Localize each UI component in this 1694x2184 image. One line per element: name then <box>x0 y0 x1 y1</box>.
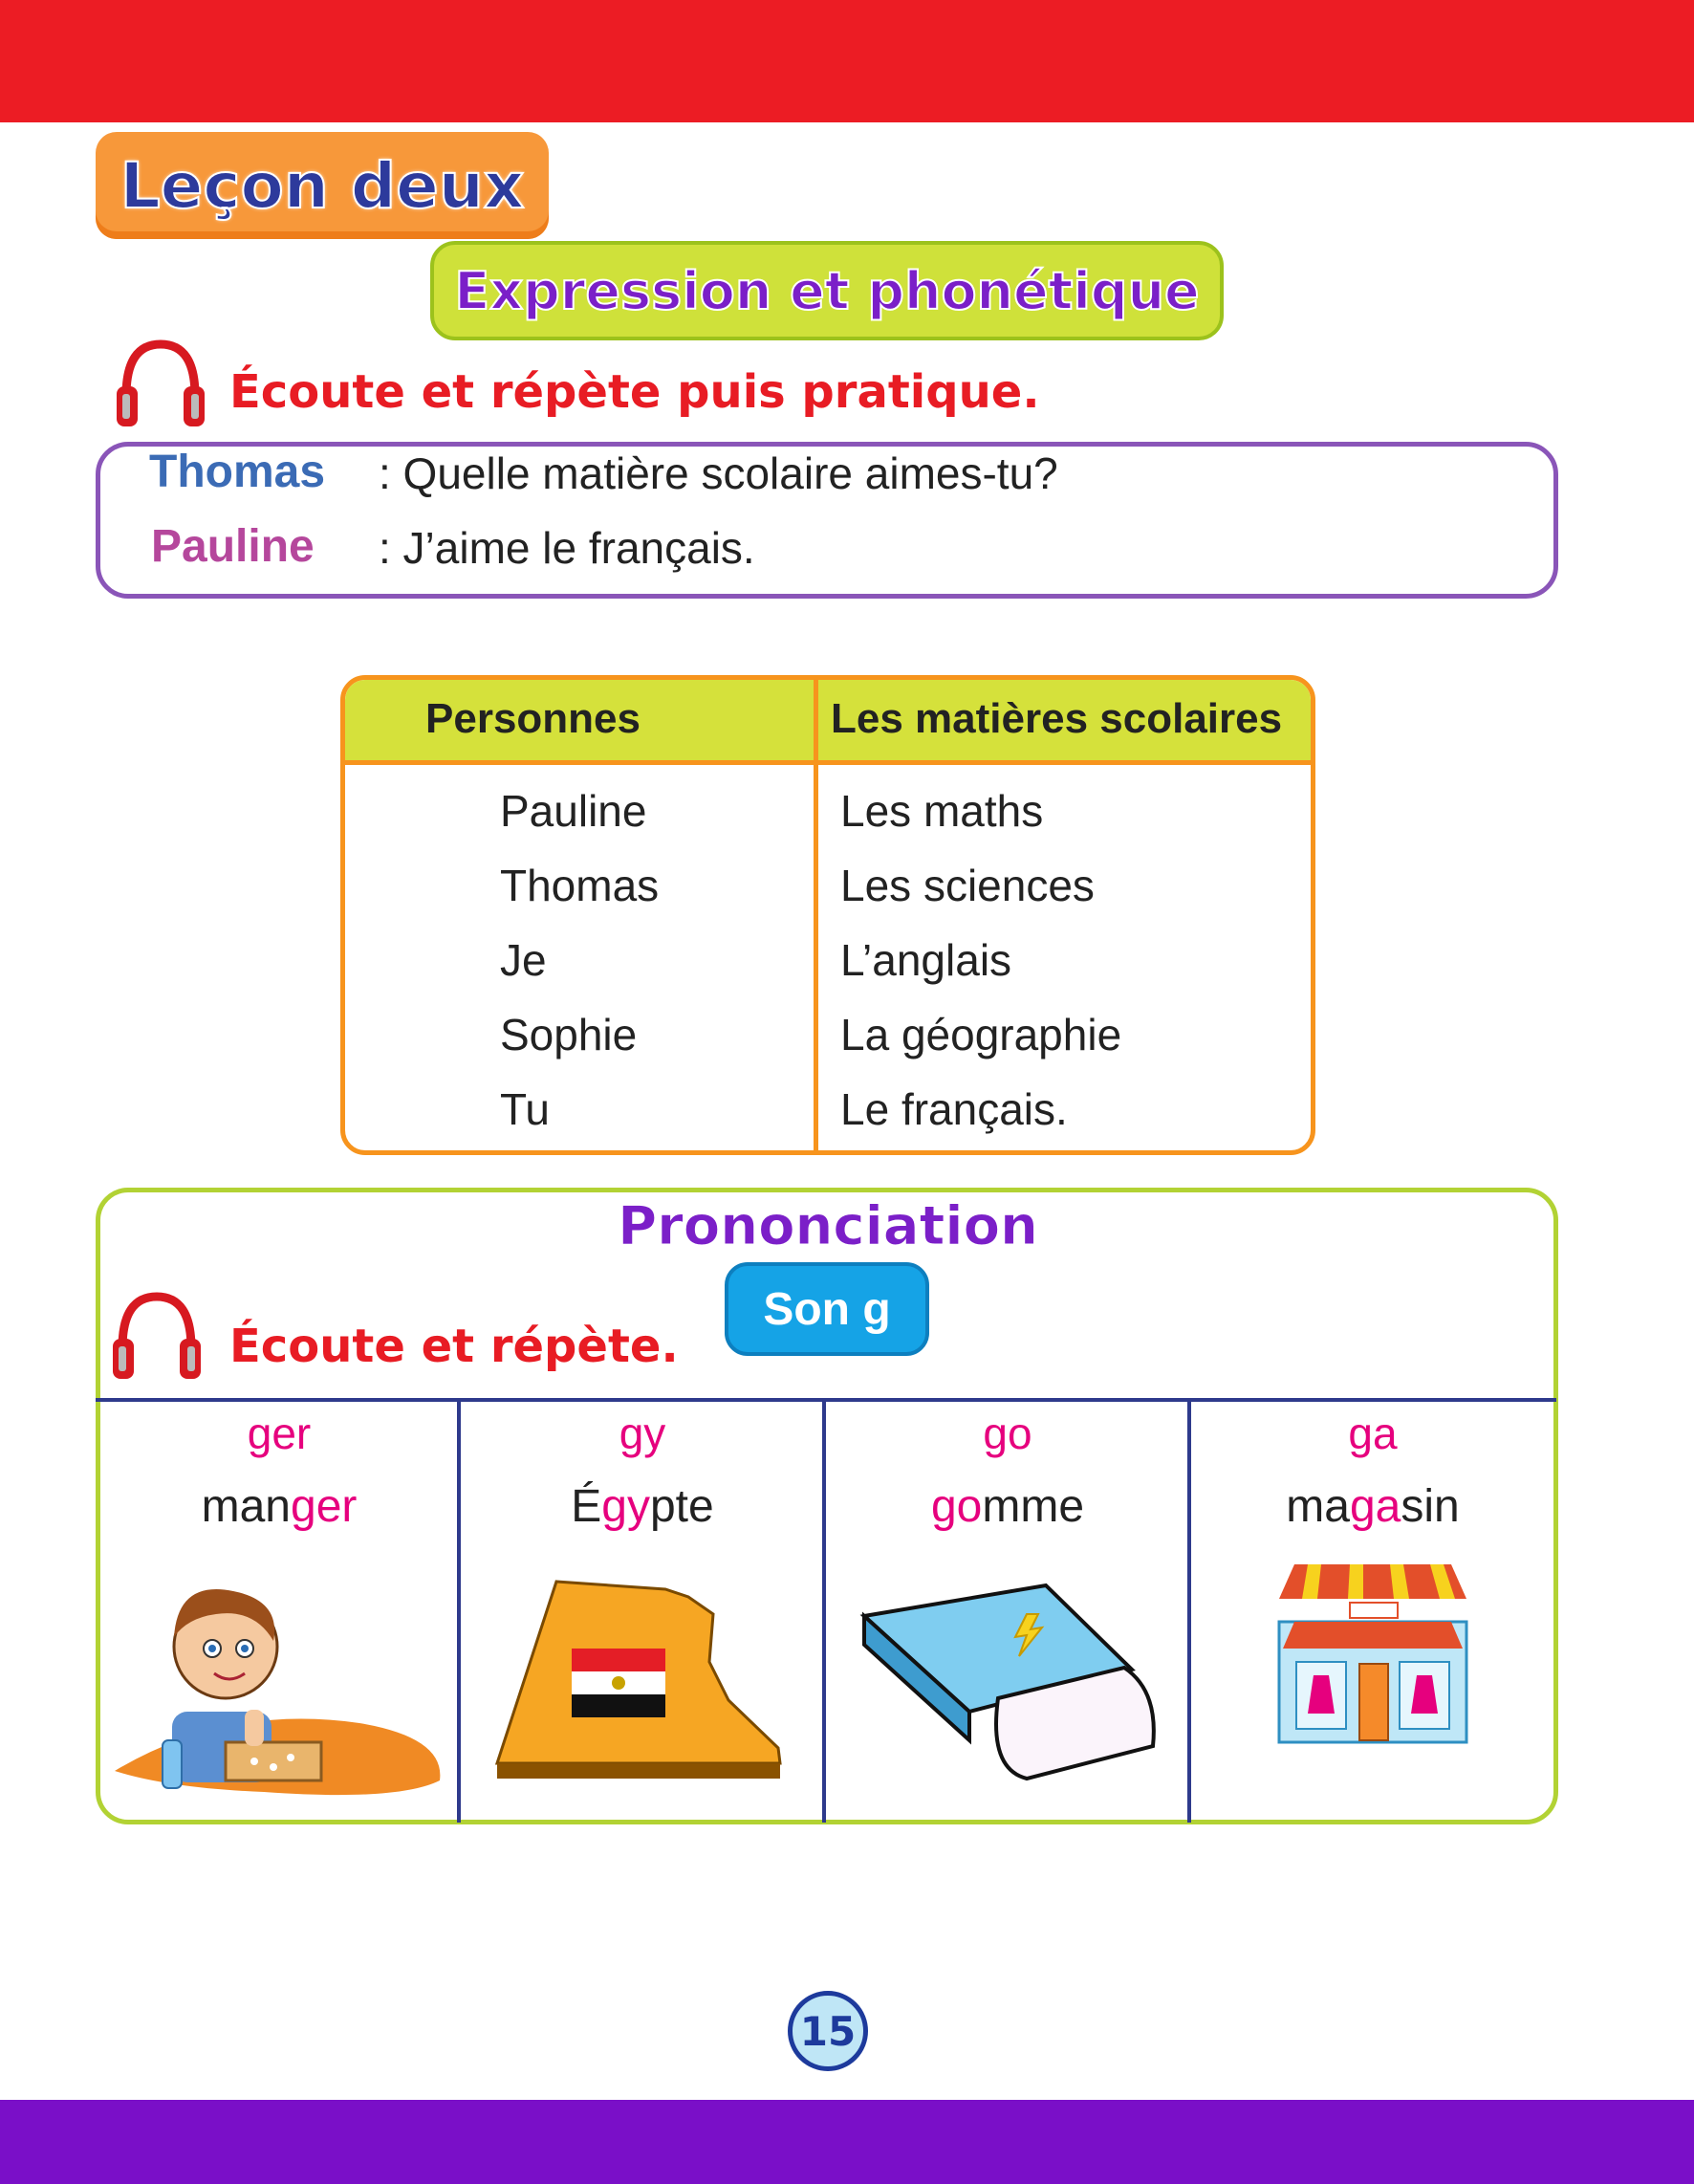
example-word: manger <box>201 1481 358 1532</box>
example-word: Égypte <box>571 1481 714 1532</box>
page-number: 15 <box>788 1991 868 2071</box>
section-title: Expression et phonétique <box>454 260 1200 321</box>
table-divider <box>814 680 818 1150</box>
subject-cell: Le français. <box>840 1084 1068 1134</box>
person-cell: Sophie <box>500 1010 638 1059</box>
headphones-icon[interactable] <box>109 1289 205 1385</box>
lesson-badge <box>96 132 549 239</box>
headphones-icon[interactable] <box>113 337 208 432</box>
sound-badge: Son g <box>725 1262 929 1356</box>
header-subjects: Les matières scolaires <box>831 695 1283 742</box>
section-badge <box>430 241 1224 340</box>
subject-cell: Les sciences <box>840 861 1095 910</box>
subjects-table <box>340 675 1315 1155</box>
grid-line <box>96 1398 1556 1402</box>
header-persons: Personnes <box>425 695 641 742</box>
subject-cell: La géographie <box>840 1010 1122 1059</box>
egypt-map-illustration <box>493 1576 793 1779</box>
syllable: ger <box>247 1409 312 1458</box>
eraser-illustration <box>855 1578 1164 1782</box>
grid-line <box>457 1400 461 1823</box>
listen-repeat-instruction: Écoute et répète. <box>229 1320 679 1373</box>
boy-eating-illustration <box>111 1541 445 1805</box>
speaker-thomas: Thomas <box>149 447 326 497</box>
person-cell: Je <box>500 935 547 985</box>
person-cell: Tu <box>500 1084 550 1134</box>
dialog-line-2: : J’aime le français. <box>379 523 755 573</box>
shop-illustration <box>1275 1561 1470 1746</box>
listen-repeat-practice-instruction: Écoute et répète puis pratique. <box>229 365 1040 419</box>
bottom-color-band <box>0 2100 1694 2184</box>
syllable: ga <box>1348 1409 1398 1458</box>
example-word: magasin <box>1286 1481 1460 1532</box>
lesson-title: Leçon deux <box>119 148 525 223</box>
pronunciation-title: Prononciation <box>618 1195 1038 1257</box>
example-word: gomme <box>930 1481 1085 1532</box>
speaker-pauline: Pauline <box>151 521 315 572</box>
subject-cell: L’anglais <box>840 935 1012 985</box>
dialog-line-1: : Quelle matière scolaire aimes-tu? <box>379 448 1058 498</box>
person-cell: Pauline <box>500 786 647 836</box>
person-cell: Thomas <box>500 861 660 910</box>
subject-cell: Les maths <box>840 786 1044 836</box>
syllable: go <box>983 1409 1032 1458</box>
top-color-band <box>0 0 1694 122</box>
syllable: gy <box>619 1409 666 1458</box>
grid-line <box>1187 1400 1191 1823</box>
grid-line <box>822 1400 826 1823</box>
